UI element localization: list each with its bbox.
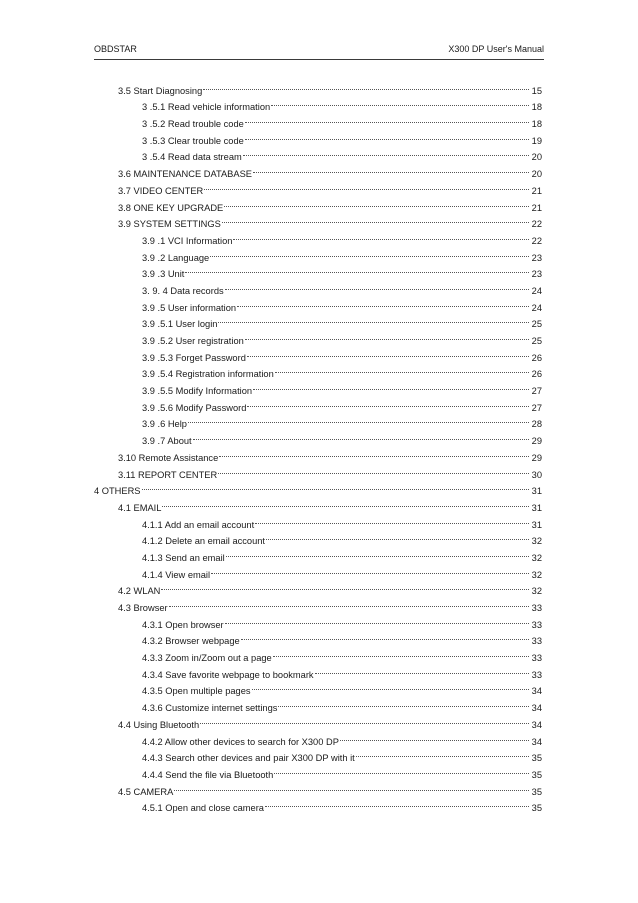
toc-dot-leader	[253, 160, 529, 177]
toc-entry-page-number: 15	[531, 85, 542, 96]
toc-entry-page-number: 23	[531, 269, 542, 280]
header-manual-title: X300 DP User's Manual	[448, 44, 544, 54]
toc-entry-page-number: 31	[531, 486, 542, 497]
toc-dot-leader	[193, 427, 529, 444]
toc-dot-leader	[203, 77, 529, 94]
toc-entry[interactable]	[94, 311, 542, 328]
toc-entry-title: 3 .5.3 Clear trouble code	[142, 135, 244, 146]
toc-dot-leader	[204, 177, 529, 194]
toc-entry[interactable]	[94, 711, 542, 728]
toc-entry-title: 3.9 .5.5 Modify Information	[142, 386, 253, 397]
toc-entry-page-number: 33	[531, 653, 542, 664]
toc-dot-leader	[274, 761, 529, 778]
toc-entry-title: 4.3.2 Browser webpage	[142, 636, 240, 647]
toc-entry[interactable]	[94, 761, 542, 778]
toc-entry[interactable]	[94, 795, 542, 812]
toc-entry-page-number: 18	[531, 102, 542, 113]
toc-entry-page-number: 32	[531, 536, 542, 547]
toc-entry-page-number: 33	[531, 636, 542, 647]
toc-entry[interactable]	[94, 461, 542, 478]
toc-entry-title: 3.8 ONE KEY UPGRADE	[118, 202, 224, 213]
header-brand: OBDSTAR	[94, 44, 137, 54]
toc-entry-page-number: 34	[531, 703, 542, 714]
toc-entry-page-number: 20	[531, 169, 542, 180]
toc-entry[interactable]	[94, 127, 542, 144]
toc-entry-title: 4.3 Browser	[118, 603, 168, 613]
toc-entry-title: 3.9 .5.3 Forget Password	[142, 352, 246, 363]
toc-entry-title: 4.3.4 Save favorite webpage to bookmark	[142, 669, 314, 680]
toc-entry-title: 3.9 .3 Unit	[142, 269, 185, 280]
toc-entry-title: 4.5 CAMERA	[118, 786, 174, 797]
toc-dot-leader	[225, 611, 529, 628]
toc-entry-page-number: 25	[531, 319, 542, 330]
toc-entry-title: 3.10 Remote Assistance	[118, 452, 219, 463]
toc-entry-title: 3.9 .5.4 Registration information	[142, 369, 274, 380]
toc-entry[interactable]	[94, 394, 542, 411]
toc-entry-title: 4.1.3 Send an email	[142, 552, 225, 563]
toc-entry-page-number: 20	[531, 152, 542, 163]
toc-entry-page-number: 27	[531, 402, 542, 413]
toc-entry[interactable]	[94, 377, 542, 397]
toc-dot-leader	[245, 127, 529, 144]
toc-entry-title: 4.1.1 Add an email account	[142, 519, 255, 530]
toc-entry[interactable]	[94, 110, 542, 130]
toc-dot-leader	[356, 745, 529, 762]
toc-entry[interactable]	[94, 511, 542, 528]
toc-dot-leader	[247, 344, 529, 361]
toc-dot-leader	[340, 728, 529, 745]
toc-entry-page-number: 22	[531, 219, 542, 230]
toc-entry-title: 4.2 WLAN	[118, 586, 161, 597]
toc-entry[interactable]	[94, 561, 542, 578]
toc-entry-title: 3 .5.2 Read trouble code	[142, 119, 244, 130]
toc-entry[interactable]	[94, 578, 542, 595]
toc-dot-leader	[243, 144, 529, 161]
toc-entry-page-number: 34	[531, 686, 542, 697]
toc-entry-page-number: 30	[531, 469, 542, 480]
toc-entry-title: 3.9 SYSTEM SETTINGS	[118, 219, 221, 230]
toc-dot-leader	[237, 294, 529, 311]
toc-dot-leader	[218, 461, 529, 478]
toc-dot-leader	[219, 444, 529, 461]
toc-entry-page-number: 21	[531, 185, 542, 196]
toc-entry[interactable]	[94, 544, 542, 561]
toc-dot-leader	[185, 261, 529, 278]
toc-entry-title: 4.3.6 Customize internet settings	[142, 703, 278, 714]
toc-entry-title: 3.9 .7 About	[142, 436, 192, 447]
toc-entry-title: 3.9 .5 User information	[142, 302, 237, 313]
toc-entry-title: 4.1.2 Delete an email account	[142, 536, 266, 547]
toc-entry-page-number: 32	[531, 569, 542, 580]
toc-entry[interactable]	[94, 211, 542, 228]
toc-dot-leader	[142, 478, 530, 495]
toc-entry-title: 4.4 Using Bluetooth	[118, 719, 200, 730]
toc-dot-leader	[225, 277, 529, 294]
toc-entry-title: 3.9 .6 Help	[142, 419, 187, 430]
toc-entry-page-number: 33	[531, 603, 542, 613]
toc-entry[interactable]	[94, 327, 542, 344]
toc-entry-page-number: 28	[531, 419, 542, 430]
toc-entry-page-number: 21	[531, 202, 542, 213]
toc-entry-title: 3.9 .5.2 User registration	[142, 336, 244, 346]
toc-entry-title: 4 OTHERS	[94, 486, 141, 497]
toc-entry[interactable]	[94, 194, 542, 211]
toc-entry-page-number: 22	[531, 235, 542, 246]
toc-dot-leader	[169, 594, 529, 611]
toc-dot-leader	[245, 327, 529, 344]
toc-dot-leader	[200, 711, 529, 728]
toc-dot-leader	[252, 678, 529, 695]
header-divider	[94, 59, 544, 60]
toc-entry[interactable]	[94, 745, 542, 762]
toc-entry[interactable]	[94, 144, 542, 161]
toc-entry[interactable]	[94, 261, 542, 278]
toc-entry-page-number: 24	[531, 285, 542, 296]
toc-entry-title: 4.3.1 Open browser	[142, 619, 224, 630]
toc-entry-page-number: 35	[531, 753, 542, 764]
toc-entry-page-number: 26	[531, 369, 542, 380]
toc-entry-page-number: 18	[531, 119, 542, 130]
toc-entry[interactable]	[94, 427, 542, 447]
toc-entry-page-number: 19	[531, 135, 542, 146]
toc-entry-page-number: 24	[531, 302, 542, 313]
toc-entry-page-number: 34	[531, 736, 542, 747]
toc-dot-leader	[271, 94, 529, 111]
toc-entry-page-number: 29	[531, 452, 542, 463]
toc-dot-leader	[162, 494, 529, 511]
toc-dot-leader	[188, 411, 529, 428]
toc-entry-page-number: 25	[531, 336, 542, 346]
toc-dot-leader	[211, 561, 529, 578]
toc-entry-page-number: 33	[531, 619, 542, 630]
toc-entry-title: 4.1 EMAIL	[118, 502, 162, 513]
toc-dot-leader	[222, 211, 529, 228]
toc-dot-leader	[174, 778, 529, 795]
toc-entry[interactable]	[94, 694, 542, 714]
toc-entry-page-number: 31	[531, 502, 542, 513]
toc-dot-leader	[233, 227, 529, 244]
toc-entry-title: 3 .5.4 Read data stream	[142, 152, 242, 163]
toc-entry-title: 3 .5.1 Read vehicle information	[142, 102, 271, 113]
toc-dot-leader	[210, 244, 529, 261]
toc-dot-leader	[273, 644, 529, 661]
toc-entry-page-number: 26	[531, 352, 542, 363]
toc-entry-title: 3.11 REPORT CENTER	[118, 469, 218, 480]
toc-entry-title: 3.5 Start Diagnosing	[118, 85, 203, 96]
toc-entry[interactable]	[94, 594, 542, 611]
toc-entry-page-number: 31	[531, 519, 542, 530]
toc-entry[interactable]	[94, 611, 542, 628]
toc-entry-page-number: 29	[531, 436, 542, 447]
toc-entry[interactable]	[94, 678, 542, 695]
toc-dot-leader	[255, 511, 529, 528]
toc-dot-leader	[253, 377, 529, 394]
toc-entry-page-number: 27	[531, 386, 542, 397]
toc-dot-leader	[275, 361, 529, 378]
toc-dot-leader	[241, 628, 529, 645]
toc-entry[interactable]	[94, 644, 542, 664]
toc-dot-leader	[278, 694, 529, 711]
toc-entry[interactable]	[94, 244, 542, 261]
toc-dot-leader	[224, 194, 529, 211]
toc-dot-leader	[218, 311, 529, 328]
toc-dot-leader	[265, 795, 529, 812]
toc-entry-page-number: 35	[531, 803, 542, 814]
toc-entry-title: 4.3.3 Zoom in/Zoom out a page	[142, 653, 272, 664]
toc-entry-page-number: 33	[531, 669, 542, 680]
toc-entry-title: 4.3.5 Open multiple pages	[142, 686, 251, 697]
toc-entry[interactable]	[94, 177, 542, 194]
toc-entry-title: 4.4.2 Allow other devices to search for X300 DP	[142, 736, 339, 747]
toc-entry-title: 4.4.4 Send the file via Bluetooth	[142, 769, 274, 780]
toc-entry[interactable]	[94, 361, 542, 378]
toc-entry[interactable]	[94, 628, 542, 645]
toc-entry-title: 3.9 .5.6 Modify Password	[142, 402, 247, 413]
toc-entry-title: 3.9 .1 VCI Information	[142, 235, 233, 246]
toc-entry[interactable]	[94, 661, 542, 678]
toc-entry-title: 3.7 VIDEO CENTER	[118, 185, 204, 196]
toc-entry[interactable]	[94, 77, 542, 94]
toc-entry[interactable]	[94, 494, 542, 511]
toc-entry-title: 4.5.1 Open and close camera	[142, 803, 264, 814]
toc-entry[interactable]	[94, 227, 542, 244]
toc-dot-leader	[245, 110, 529, 127]
toc-entry-title: 4.4.3 Search other devices and pair X300 DP with it	[142, 753, 355, 764]
toc-entry[interactable]	[94, 728, 542, 745]
toc-entry[interactable]	[94, 160, 542, 180]
toc-entry[interactable]	[94, 411, 542, 428]
toc-entry-page-number: 35	[531, 769, 542, 780]
toc-entry-title: 3. 9. 4 Data records	[142, 285, 224, 296]
toc-entry[interactable]	[94, 528, 542, 545]
toc-dot-leader	[315, 661, 529, 678]
toc-entry-title: 3.9 .5.1 User login	[142, 319, 218, 330]
toc-dot-leader	[226, 544, 529, 561]
toc-entry-title: 3.6 MAINTENANCE DATABASE	[118, 169, 252, 180]
toc-entry-page-number: 32	[531, 552, 542, 563]
toc-entry-page-number: 34	[531, 719, 542, 730]
toc-dot-leader	[161, 578, 529, 595]
toc-entry-page-number: 32	[531, 586, 542, 597]
toc-entry[interactable]	[94, 444, 542, 461]
toc-dot-leader	[247, 394, 529, 411]
toc-entry[interactable]	[94, 94, 542, 111]
page-header	[94, 44, 544, 58]
toc-entry[interactable]	[94, 294, 542, 311]
toc-entry-page-number: 35	[531, 786, 542, 797]
toc-entry-page-number: 23	[531, 252, 542, 263]
toc-entry[interactable]	[94, 344, 542, 361]
toc-entry[interactable]	[94, 478, 542, 495]
toc-entry-title: 3.9 .2 Language	[142, 252, 210, 263]
toc-entry[interactable]	[94, 277, 542, 294]
toc-dot-leader	[266, 528, 529, 545]
toc-entry-title: 4.1.4 View email	[142, 569, 211, 580]
toc-entry[interactable]	[94, 778, 542, 795]
table-of-contents	[94, 77, 542, 814]
